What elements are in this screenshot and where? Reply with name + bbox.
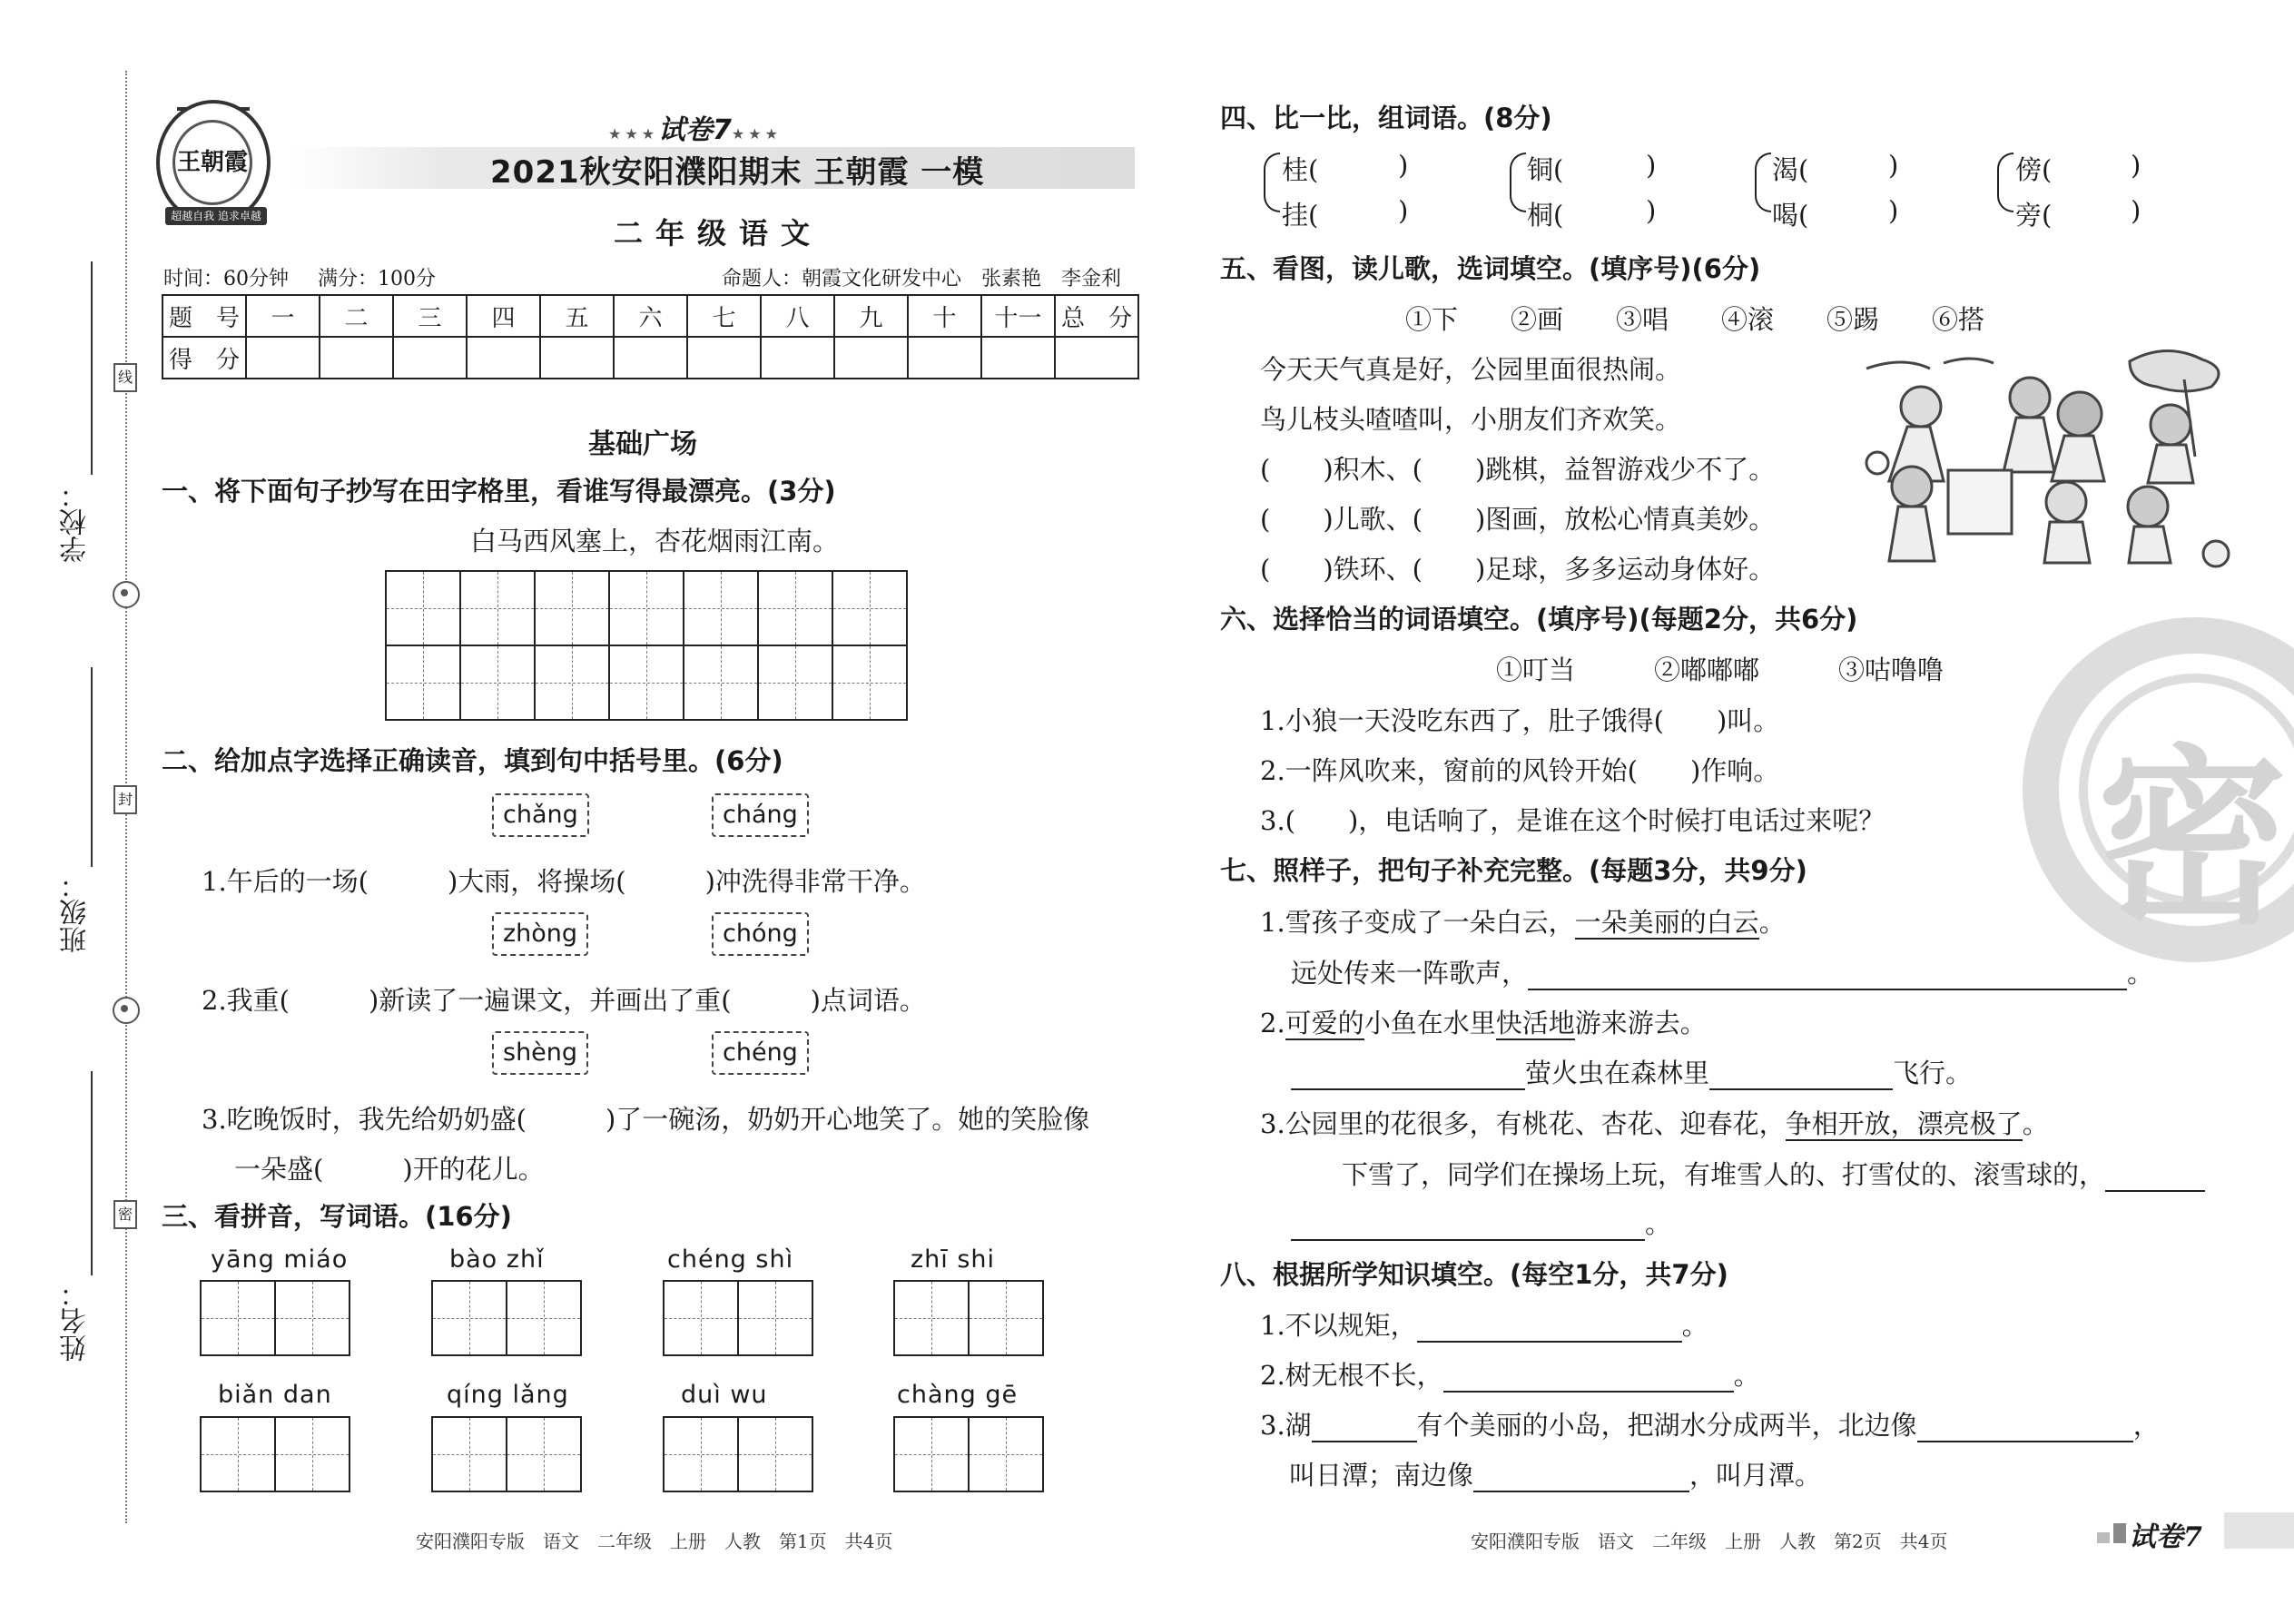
section-title: 基础广场 (588, 428, 697, 460)
tian-grid-word[interactable] (663, 1416, 813, 1492)
binding-hole-icon (113, 997, 140, 1024)
class-field[interactable] (91, 667, 93, 867)
question-4-title: 四、比一比，组词语。(8分) (1220, 103, 1552, 133)
compare-word: 傍( (2015, 154, 2053, 185)
name-label: 姓名： (60, 1280, 92, 1362)
compare-word: 喝( (1772, 200, 1809, 231)
score-cell: 四 (467, 295, 540, 337)
paper-series: ★★★试卷7★★★ (608, 114, 782, 146)
fill-8-3b: 叫日潭；南边像 ，叫月潭。 (1289, 1460, 1822, 1491)
compare-word: 桐( (1527, 200, 1564, 231)
word-options: ①下 ②画 ③唱 ④滚 ⑤踢 ⑥搭 (1405, 304, 1985, 335)
sentence-2-2: 2.我重( )新读了一遍课文，并画出了重( )点词语。 (202, 985, 926, 1016)
fill-7-3: 下雪了，同学们在操场上玩，有堆雪人的、打雪仗的、滚雪球的， (1342, 1155, 2205, 1192)
tian-grid-word[interactable] (200, 1280, 350, 1356)
question-6-title: 六、选择恰当的词语填空。(填序号)(每题2分，共6分) (1220, 604, 1858, 635)
score-cell: 一 (246, 295, 320, 337)
fill-8-2: 2.树无根不长， 。 (1260, 1360, 1760, 1391)
logo-text: 王朝霞 (172, 120, 252, 205)
score-input-cell[interactable] (1055, 337, 1138, 379)
question-7-title: 七、照样子，把句子补充完整。(每题3分，共9分) (1220, 855, 1807, 886)
score-input-cell[interactable] (834, 337, 908, 379)
pinyin-label: bào zhǐ (449, 1245, 545, 1274)
compare-word: 渴( (1772, 154, 1809, 185)
score-cell: 五 (540, 295, 614, 337)
fill-8-1: 1.不以规矩， 。 (1260, 1310, 1708, 1341)
binding-mark-seal: 封 (113, 785, 137, 814)
answer-blank[interactable] (1291, 1065, 1525, 1090)
tian-grid-word[interactable] (431, 1280, 582, 1356)
answer-blank[interactable] (1917, 1417, 2133, 1442)
exam-full-score: 满分：100分 (318, 268, 436, 290)
score-table-header-row (162, 295, 1138, 337)
score-cell: 总 分 (1055, 295, 1138, 337)
question-1-title: 一、将下面句子抄写在田字格里，看谁写得最漂亮。(3分) (162, 476, 836, 507)
pinyin-label: yāng miáo (211, 1245, 349, 1274)
pinyin-option: chǎng (492, 793, 589, 837)
example-7-2: 2.可爱的小鱼在水里快活地游来游去。 (1260, 1008, 1707, 1038)
sentence-2-3a: 3.吃晚饭时，我先给奶奶盛( )了一碗汤，奶奶开心地笑了。她的笑脸像 (202, 1104, 1090, 1135)
answer-blank[interactable] (1528, 965, 2127, 990)
exam-title: 2021秋安阳濮阳期末 王朝霞 一模 (490, 154, 985, 191)
compare-word: 旁( (2015, 200, 2053, 231)
fill-7-3b: 。 (1291, 1204, 1671, 1241)
school-label: 学校： (60, 481, 92, 563)
copy-sentence: 白马西风塞上，杏花烟雨江南。 (470, 526, 840, 556)
secret-stamp-char: 密 (2097, 726, 2289, 950)
park-children-illustration (1857, 343, 2239, 572)
answer-blank[interactable] (1312, 1417, 1417, 1442)
binding-hole-icon (113, 581, 140, 608)
page-footer-right: 安阳濮阳专版 语文 二年级 上册 人教 第2页 共4页 (1471, 1530, 1948, 1552)
pinyin-label: qíng lǎng (447, 1381, 569, 1409)
score-input-cell[interactable] (540, 337, 614, 379)
logo-slogan: 超越自我 追求卓越 (165, 207, 267, 225)
compare-word: 桂( (1282, 154, 1319, 185)
brace-icon (1755, 153, 1771, 212)
score-table-score-row (162, 337, 1138, 379)
tag-bar (2224, 1512, 2294, 1549)
pinyin-label: chéng shì (667, 1245, 794, 1274)
fill-7-1: 远处传来一阵歌声， 。 (1291, 958, 2154, 989)
rhyme-line: 鸟儿枝头喳喳叫，小朋友们齐欢笑。 (1260, 404, 1682, 435)
answer-blank[interactable] (1709, 1065, 1893, 1090)
word-options: ①叮当 ②嘟嘟嘟 ③咕噜噜 (1496, 655, 1944, 685)
score-cell: 六 (614, 295, 687, 337)
brace-icon (1997, 153, 2013, 212)
binding-mark-secret: 密 (113, 1200, 137, 1229)
school-field[interactable] (91, 261, 93, 475)
tian-grid-word[interactable] (663, 1280, 813, 1356)
answer-blank[interactable] (1473, 1467, 1689, 1492)
pinyin-option: shèng (492, 1031, 588, 1075)
score-row-label: 得 分 (162, 337, 246, 379)
question-3-title: 三、看拼音，写词语。(16分) (162, 1201, 512, 1232)
score-cell: 题 号 (162, 295, 246, 337)
score-input-cell[interactable] (981, 337, 1055, 379)
score-cell: 十 (908, 295, 981, 337)
score-cell: 三 (393, 295, 467, 337)
answer-blank[interactable] (1417, 1317, 1682, 1343)
question-2-title: 二、给加点字选择正确读音，填到句中括号里。(6分) (162, 745, 783, 776)
tian-grid-copy[interactable] (385, 570, 908, 721)
pinyin-label: biǎn dan (218, 1381, 332, 1409)
score-cell: 七 (687, 295, 761, 337)
score-input-cell[interactable] (761, 337, 834, 379)
class-label: 班级： (60, 871, 92, 953)
compare-word: 铜( (1527, 154, 1564, 185)
score-input-cell[interactable] (393, 337, 467, 379)
fill-7-2: 萤火虫在森林里 飞行。 (1291, 1053, 1972, 1090)
pinyin-option: zhòng (492, 912, 588, 956)
score-table (162, 294, 1139, 379)
answer-blank[interactable] (1443, 1367, 1734, 1393)
sentence-6-2: 2.一阵风吹来，窗前的风铃开始( )作响。 (1260, 755, 1780, 786)
corner-block-icon (2097, 1532, 2110, 1543)
exam-authors: 命题人：朝霞文化研发中心 张素艳 李金利 (722, 268, 1122, 290)
sentence-2-3b: 一朵盛( )开的花儿。 (234, 1154, 545, 1185)
binding-mark-line: 线 (113, 363, 137, 392)
sentence-2-1: 1.午后的一场( )大雨，将操场( )冲洗得非常干净。 (202, 866, 926, 897)
compare-word: 挂( (1282, 200, 1319, 231)
question-5-title: 五、看图，读儿歌，选词填空。(填序号)(6分) (1220, 253, 1761, 284)
score-cell: 二 (320, 295, 393, 337)
rhyme-line: ( )积木、( )跳棋，益智游戏少不了。 (1260, 454, 1776, 485)
tian-grid-word[interactable] (431, 1416, 582, 1492)
score-cell: 十一 (981, 295, 1055, 337)
page-footer-left: 安阳濮阳专版 语文 二年级 上册 人教 第1页 共4页 (416, 1530, 893, 1552)
score-input-cell[interactable] (246, 337, 320, 379)
pinyin-option: cháng (712, 793, 809, 837)
brace-icon (1510, 153, 1526, 212)
name-field[interactable] (91, 1071, 93, 1275)
tian-grid-word[interactable] (893, 1416, 1044, 1492)
rhyme-line: ( )铁环、( )足球，多多运动身体好。 (1260, 554, 1776, 585)
example-7-1: 1.雪孩子变成了一朵白云，一朵美丽的白云。 (1260, 907, 1786, 938)
pinyin-option: chóng (712, 912, 809, 956)
brace-icon (1264, 153, 1280, 212)
tian-grid-word[interactable] (893, 1280, 1044, 1356)
answer-blank[interactable] (1291, 1216, 1645, 1241)
score-input-cell[interactable] (467, 337, 540, 379)
corner-block-icon (2113, 1523, 2126, 1543)
pinyin-label: zhī shi (911, 1245, 996, 1274)
exam-time: 时间：60分钟 (163, 268, 289, 290)
sentence-6-1: 1.小狼一天没吃东西了，肚子饿得( )叫。 (1260, 705, 1780, 736)
example-7-3: 3.公园里的花很多，有桃花、杏花、迎春花，争相开放，漂亮极了。 (1260, 1108, 2049, 1139)
score-cell: 八 (761, 295, 834, 337)
rhyme-line: 今天天气真是好，公园里面很热闹。 (1260, 354, 1682, 385)
fill-8-3: 3.湖 有个美丽的小岛，把湖水分成两半，北边像 ， (1260, 1410, 2160, 1441)
paper-tag: 试卷7 (2129, 1521, 2202, 1553)
pinyin-label: chàng gē (897, 1381, 1019, 1409)
exam-subject: 二年级语文 (614, 216, 823, 251)
score-input-cell[interactable] (614, 337, 687, 379)
pinyin-label: duì wu (681, 1381, 768, 1409)
sentence-6-3: 3.( )，电话响了，是谁在这个时候打电话过来呢？ (1260, 805, 1885, 836)
score-input-cell[interactable] (687, 337, 761, 379)
pinyin-option: chéng (712, 1031, 809, 1075)
question-8-title: 八、根据所学知识填空。(每空1分，共7分) (1220, 1259, 1728, 1290)
score-input-cell[interactable] (320, 337, 393, 379)
score-cell: 九 (834, 295, 908, 337)
rhyme-line: ( )儿歌、( )图画，放松心情真美妙。 (1260, 504, 1776, 535)
answer-blank[interactable] (2105, 1166, 2205, 1192)
score-input-cell[interactable] (908, 337, 981, 379)
tian-grid-word[interactable] (200, 1416, 350, 1492)
